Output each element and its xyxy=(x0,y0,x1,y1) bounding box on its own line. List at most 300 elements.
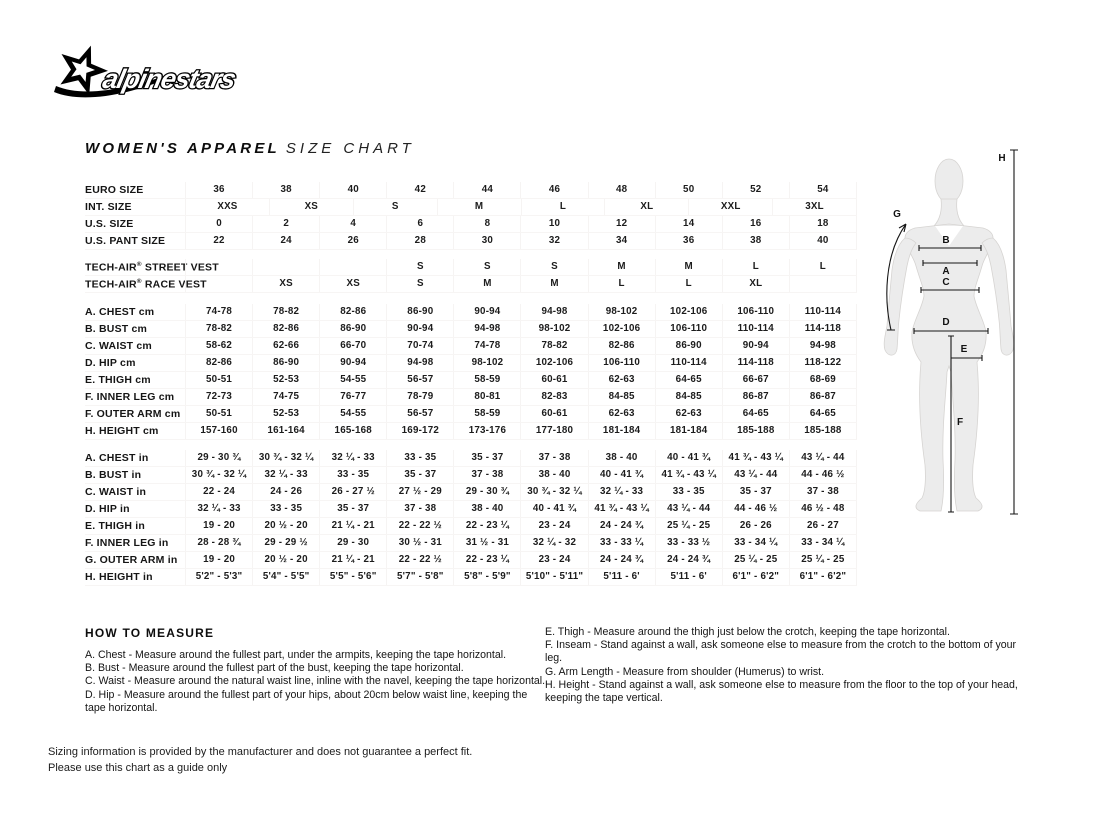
size-cell: 78-82 xyxy=(520,338,587,354)
size-cell: 84-85 xyxy=(655,389,722,405)
size-cell: 19 - 20 xyxy=(185,518,252,534)
size-cell: 38 xyxy=(722,233,789,249)
size-cell: 33 - 35 xyxy=(252,501,319,517)
row-cells xyxy=(185,406,857,422)
row-cells xyxy=(185,182,857,198)
size-cell: 35 - 37 xyxy=(319,501,386,517)
how-to-measure-list-right xyxy=(545,626,1023,705)
size-cell: 48 xyxy=(588,182,655,198)
size-cell: 5'7" - 5'8" xyxy=(386,569,453,585)
size-cell: 62-63 xyxy=(588,372,655,388)
table-row xyxy=(85,450,857,467)
size-cell: XL xyxy=(722,276,789,292)
figure-label-d: D xyxy=(942,317,950,328)
size-cell: 52-53 xyxy=(252,372,319,388)
size-cell: 24 - 26 xyxy=(252,484,319,500)
disclaimer-line-2: Please use this chart as a guide only xyxy=(48,761,228,774)
size-cell: 86-90 xyxy=(319,321,386,337)
size-cell: 40 - 41 ¾ xyxy=(588,467,655,483)
size-cell: XS xyxy=(252,276,319,292)
size-cell: 177-180 xyxy=(520,423,587,439)
row-cells xyxy=(185,450,857,466)
size-cell: 3XL xyxy=(772,199,856,215)
size-cell: 50-51 xyxy=(185,372,252,388)
size-cell: 24 - 24 ¾ xyxy=(588,518,655,534)
size-cell: 118-122 xyxy=(789,355,856,371)
size-cell: 30 ¾ - 32 ¼ xyxy=(252,450,319,466)
size-cell: M xyxy=(453,276,520,292)
size-cell: 27 ½ - 29 xyxy=(386,484,453,500)
size-cell: 60-61 xyxy=(520,406,587,422)
size-cell: 33 - 33 ¼ xyxy=(588,535,655,551)
size-cell: 37 - 38 xyxy=(386,501,453,517)
table-row xyxy=(85,535,857,552)
size-cell: 62-66 xyxy=(252,338,319,354)
size-cell: 28 xyxy=(386,233,453,249)
size-cell: 5'2" - 5'3" xyxy=(185,569,252,585)
size-cell: 12 xyxy=(588,216,655,232)
row-cells xyxy=(185,518,857,534)
size-cell: 4 xyxy=(319,216,386,232)
size-cell: 40 - 41 ¾ xyxy=(520,501,587,517)
table-row xyxy=(85,484,857,501)
size-cell: S xyxy=(353,199,437,215)
size-cell: 82-86 xyxy=(319,304,386,320)
size-cell: 5'8" - 5'9" xyxy=(453,569,520,585)
row-cells xyxy=(185,467,857,483)
figure-label-b: B xyxy=(942,235,950,246)
size-cell: 22 - 22 ½ xyxy=(386,518,453,534)
table-section xyxy=(85,304,857,440)
row-label: D. HIP cm xyxy=(85,357,136,369)
size-cell: 78-82 xyxy=(252,304,319,320)
size-cell: 21 ¼ - 21 xyxy=(319,552,386,568)
size-cell: 110-114 xyxy=(722,321,789,337)
size-cell: 161-164 xyxy=(252,423,319,439)
table-row xyxy=(85,304,857,321)
size-cell: M xyxy=(655,259,722,275)
size-cell: 32 xyxy=(520,233,587,249)
size-cell: 44 - 46 ½ xyxy=(722,501,789,517)
size-cell: 110-114 xyxy=(655,355,722,371)
table-section xyxy=(85,450,857,586)
size-cell: 90-94 xyxy=(386,321,453,337)
size-cell: 46 ½ - 48 xyxy=(789,501,856,517)
size-cell: 52 xyxy=(722,182,789,198)
row-label: E. THIGH in xyxy=(85,520,145,532)
size-cell: 33 - 35 xyxy=(319,467,386,483)
size-cell: 62-63 xyxy=(588,406,655,422)
row-cells xyxy=(185,389,857,405)
size-cell: 37 - 38 xyxy=(453,467,520,483)
table-row xyxy=(85,182,857,199)
size-cell: 82-86 xyxy=(588,338,655,354)
size-cell: 2 xyxy=(252,216,319,232)
size-cell: L xyxy=(655,276,722,292)
size-cell: 24 - 24 ¾ xyxy=(655,552,722,568)
size-cell: 94-98 xyxy=(453,321,520,337)
size-cell: 31 ½ - 31 xyxy=(453,535,520,551)
size-cell: L xyxy=(722,259,789,275)
row-label: G. OUTER ARM in xyxy=(85,554,178,566)
size-cell: 28 - 28 ¾ xyxy=(185,535,252,551)
size-cell xyxy=(319,259,386,275)
size-cell: 5'4" - 5'5" xyxy=(252,569,319,585)
table-row xyxy=(85,569,857,586)
row-cells xyxy=(185,423,857,439)
measure-instruction: E. Thigh - Measure around the thigh just below the crotch, keeping the tape horizontal. xyxy=(545,626,950,638)
size-cell: 41 ¾ - 43 ¼ xyxy=(722,450,789,466)
size-cell: 19 - 20 xyxy=(185,552,252,568)
size-cell: 86-90 xyxy=(252,355,319,371)
how-to-measure-title: HOW TO MEASURE xyxy=(85,626,215,640)
row-cells xyxy=(185,372,857,388)
size-cell: 86-90 xyxy=(386,304,453,320)
size-cell: 32 ¼ - 32 xyxy=(520,535,587,551)
size-cell: 23 - 24 xyxy=(520,518,587,534)
row-label: INT. SIZE xyxy=(85,201,132,213)
size-cell: 22 xyxy=(185,233,252,249)
size-cell: 20 ½ - 20 xyxy=(252,552,319,568)
size-cell: 66-67 xyxy=(722,372,789,388)
row-cells xyxy=(185,199,857,215)
table-row xyxy=(85,233,857,250)
row-label: F. INNER LEG cm xyxy=(85,391,175,403)
size-cell: XXS xyxy=(185,199,269,215)
size-cell: 29 - 29 ½ xyxy=(252,535,319,551)
size-cell: L xyxy=(588,276,655,292)
figure-label-h: H xyxy=(998,153,1006,164)
size-cell: 52-53 xyxy=(252,406,319,422)
size-cell: 94-98 xyxy=(520,304,587,320)
logo-wordmark: alpinestars xyxy=(100,63,239,94)
size-cell: 62-63 xyxy=(655,406,722,422)
size-cell: 68-69 xyxy=(789,372,856,388)
row-label: TECH-AIR® RACE VEST xyxy=(85,277,207,291)
table-row xyxy=(85,552,857,569)
size-cell: 114-118 xyxy=(722,355,789,371)
size-cell: 10 xyxy=(520,216,587,232)
row-label: A. CHEST in xyxy=(85,452,149,464)
size-cell xyxy=(252,259,319,275)
size-cell: 102-106 xyxy=(655,304,722,320)
size-cell: 82-83 xyxy=(520,389,587,405)
size-cell: 35 - 37 xyxy=(722,484,789,500)
table-row xyxy=(85,338,857,355)
size-cell xyxy=(185,259,252,275)
size-cell: 36 xyxy=(185,182,252,198)
row-label: B. BUST cm xyxy=(85,323,148,335)
size-cell: 32 ¼ - 33 xyxy=(185,501,252,517)
size-cell: 40 xyxy=(789,233,856,249)
how-to-measure-list-left xyxy=(85,649,547,715)
measure-instruction: G. Arm Length - Measure from shoulder (Humerus) to wrist. xyxy=(545,665,825,678)
row-cells xyxy=(185,552,857,568)
row-label: U.S. SIZE xyxy=(85,218,134,230)
size-cell: 66-70 xyxy=(319,338,386,354)
size-cell: 157-160 xyxy=(185,423,252,439)
size-cell: 6'1" - 6'2" xyxy=(722,569,789,585)
size-cell: 43 ¼ - 44 xyxy=(789,450,856,466)
size-cell: 42 xyxy=(386,182,453,198)
size-cell: 74-78 xyxy=(185,304,252,320)
row-label: F. OUTER ARM cm xyxy=(85,408,181,420)
size-cell: L xyxy=(521,199,605,215)
size-cell: M xyxy=(588,259,655,275)
disclaimer-line-1: Sizing information is provided by the manufacturer and does not guarantee a perfect fit. xyxy=(48,746,473,758)
row-label: B. BUST in xyxy=(85,469,142,481)
size-cell xyxy=(789,276,856,292)
size-cell: 43 ¼ - 44 xyxy=(722,467,789,483)
row-cells xyxy=(185,501,857,517)
size-cell: 44 - 46 ½ xyxy=(789,467,856,483)
size-cell: 110-114 xyxy=(789,304,856,320)
size-cell: XS xyxy=(269,199,353,215)
table-row xyxy=(85,259,857,276)
how-to-measure-right xyxy=(545,626,1023,705)
size-cell: 58-59 xyxy=(453,372,520,388)
row-label: U.S. PANT SIZE xyxy=(85,235,166,247)
table-row xyxy=(85,501,857,518)
size-cell: 30 ¾ - 32 ¼ xyxy=(520,484,587,500)
size-cell: 25 ¼ - 25 xyxy=(789,552,856,568)
size-cell: 26 - 27 xyxy=(789,518,856,534)
body-measurement-figure xyxy=(868,128,1096,560)
size-cell: 76-77 xyxy=(319,389,386,405)
size-cell: 181-184 xyxy=(655,423,722,439)
row-cells xyxy=(185,304,857,320)
size-cell: 35 - 37 xyxy=(453,450,520,466)
size-cell: 90-94 xyxy=(722,338,789,354)
size-cell: 25 ¼ - 25 xyxy=(722,552,789,568)
size-cell: 32 ¼ - 33 xyxy=(252,467,319,483)
figure-label-f: F xyxy=(956,417,964,428)
size-cell: S xyxy=(453,259,520,275)
size-cell: 185-188 xyxy=(789,423,856,439)
size-cell: 54-55 xyxy=(319,406,386,422)
size-cell: 74-75 xyxy=(252,389,319,405)
table-row xyxy=(85,518,857,535)
figure-label-g: G xyxy=(893,209,901,220)
size-cell: XXL xyxy=(688,199,772,215)
table-row xyxy=(85,389,857,406)
size-cell: 40 - 41 ¾ xyxy=(655,450,722,466)
size-cell: 5'10" - 5'11" xyxy=(520,569,587,585)
size-cell: 86-90 xyxy=(655,338,722,354)
size-cell: 22 - 22 ½ xyxy=(386,552,453,568)
size-cell: 18 xyxy=(789,216,856,232)
row-label: H. HEIGHT in xyxy=(85,571,153,583)
size-cell: 60-61 xyxy=(520,372,587,388)
size-cell: 32 ¼ - 33 xyxy=(319,450,386,466)
size-cell: 64-65 xyxy=(789,406,856,422)
size-cell: 44 xyxy=(453,182,520,198)
size-cell: 33 - 34 ¼ xyxy=(722,535,789,551)
size-cell: 78-79 xyxy=(386,389,453,405)
measure-instruction: B. Bust - Measure around the fullest part of the bust, keeping the tape horizontal. xyxy=(85,662,464,675)
size-cell: 64-65 xyxy=(722,406,789,422)
size-cell: 30 xyxy=(453,233,520,249)
size-cell: 74-78 xyxy=(453,338,520,354)
size-cell: 32 ¼ - 33 xyxy=(588,484,655,500)
size-cell: 50-51 xyxy=(185,406,252,422)
row-cells xyxy=(185,276,857,292)
size-cell: 98-102 xyxy=(520,321,587,337)
size-cell: M xyxy=(437,199,521,215)
row-cells xyxy=(185,259,857,275)
row-cells xyxy=(185,535,857,551)
size-cell: 29 - 30 ¾ xyxy=(453,484,520,500)
table-row xyxy=(85,276,857,293)
size-cell: 50 xyxy=(655,182,722,198)
size-cell: 185-188 xyxy=(722,423,789,439)
size-cell: 33 - 34 ¼ xyxy=(789,535,856,551)
alpinestars-logo xyxy=(52,38,262,110)
size-cell: M xyxy=(520,276,587,292)
row-label: C. WAIST in xyxy=(85,486,147,498)
size-cell: 38 - 40 xyxy=(588,450,655,466)
figure-label-a: A xyxy=(942,266,950,277)
row-label: TECH-AIR® STREET VEST xyxy=(85,260,219,274)
figure-label-e: E xyxy=(960,344,968,355)
figure-label-c: C xyxy=(942,277,950,288)
size-cell: 38 xyxy=(252,182,319,198)
size-cell: 181-184 xyxy=(588,423,655,439)
table-row xyxy=(85,423,857,440)
size-cell: 106-110 xyxy=(588,355,655,371)
measure-instruction: H. Height - Stand against a wall, ask someone else to measure from the floor to the top of your head, keeping the tape vertical. xyxy=(545,678,1018,705)
size-cell: 58-59 xyxy=(453,406,520,422)
table-row xyxy=(85,467,857,484)
size-cell: 54 xyxy=(789,182,856,198)
size-cell: 106-110 xyxy=(655,321,722,337)
size-cell: 165-168 xyxy=(319,423,386,439)
size-cell: L xyxy=(789,259,856,275)
table-row xyxy=(85,216,857,233)
size-cell: 22 - 24 xyxy=(185,484,252,500)
size-cell: 8 xyxy=(453,216,520,232)
row-cells xyxy=(185,216,857,232)
size-cell: 58-62 xyxy=(185,338,252,354)
size-cell: 22 - 23 ¼ xyxy=(453,518,520,534)
size-cell: 5'11 - 6' xyxy=(588,569,655,585)
size-cell: 94-98 xyxy=(789,338,856,354)
size-cell: 25 ¼ - 25 xyxy=(655,518,722,534)
size-cell: 173-176 xyxy=(453,423,520,439)
row-label: D. HIP in xyxy=(85,503,130,515)
size-cell: 56-57 xyxy=(386,406,453,422)
page-title-sub: SIZE CHART xyxy=(285,140,415,157)
size-cell: 102-106 xyxy=(588,321,655,337)
size-cell: 78-82 xyxy=(185,321,252,337)
size-cell xyxy=(185,276,252,292)
size-cell: 38 - 40 xyxy=(453,501,520,517)
size-cell: 6'1" - 6'2" xyxy=(789,569,856,585)
size-cell: 14 xyxy=(655,216,722,232)
row-cells xyxy=(185,338,857,354)
size-cell: 35 - 37 xyxy=(386,467,453,483)
size-cell: S xyxy=(386,259,453,275)
size-cell: 94-98 xyxy=(386,355,453,371)
disclaimer xyxy=(48,745,472,776)
size-cell: 30 ½ - 31 xyxy=(386,535,453,551)
size-cell: 102-106 xyxy=(520,355,587,371)
size-cell: 46 xyxy=(520,182,587,198)
size-cell: 33 - 35 xyxy=(386,450,453,466)
size-cell: 70-74 xyxy=(386,338,453,354)
measure-instruction: F. Inseam - Stand against a wall, ask someone else to measure from the crotch to the bottom of your leg. xyxy=(545,639,1017,665)
size-cell: 20 ½ - 20 xyxy=(252,518,319,534)
measure-instruction: C. Waist - Measure around the natural waist line, inline with the navel, keeping the tape horizontal. xyxy=(85,675,546,688)
table-row xyxy=(85,321,857,338)
row-cells xyxy=(185,484,857,500)
size-cell: 43 ¼ - 44 xyxy=(655,501,722,517)
row-label: EURO SIZE xyxy=(85,184,144,196)
row-label: E. THIGH cm xyxy=(85,374,151,386)
size-cell: 98-102 xyxy=(588,304,655,320)
size-cell: 40 xyxy=(319,182,386,198)
size-cell: 114-118 xyxy=(789,321,856,337)
size-cell: XS xyxy=(319,276,386,292)
size-cell: S xyxy=(386,276,453,292)
size-cell: 86-87 xyxy=(722,389,789,405)
size-cell: 26 xyxy=(319,233,386,249)
table-row xyxy=(85,355,857,372)
size-cell: 38 - 40 xyxy=(520,467,587,483)
size-cell: 21 ¼ - 21 xyxy=(319,518,386,534)
size-cell: 5'11 - 6' xyxy=(655,569,722,585)
size-cell: 54-55 xyxy=(319,372,386,388)
size-cell: 64-65 xyxy=(655,372,722,388)
size-cell: 98-102 xyxy=(453,355,520,371)
measure-instruction: D. Hip - Measure around the fullest part of your hips, about 20cm below waist line, keeping the tape horizontal. xyxy=(85,688,528,714)
row-cells xyxy=(185,355,857,371)
size-cell: 24 xyxy=(252,233,319,249)
table-section xyxy=(85,259,857,293)
size-cell: 41 ¾ - 43 ¼ xyxy=(655,467,722,483)
row-cells xyxy=(185,321,857,337)
size-table xyxy=(85,182,857,586)
size-cell: 56-57 xyxy=(386,372,453,388)
size-cell: 80-81 xyxy=(453,389,520,405)
size-cell: 26 - 26 xyxy=(722,518,789,534)
how-to-measure-left xyxy=(85,626,547,715)
size-cell: 30 ¾ - 32 ¼ xyxy=(185,467,252,483)
table-row xyxy=(85,199,857,216)
size-cell: 5'5" - 5'6" xyxy=(319,569,386,585)
size-cell: 33 - 33 ½ xyxy=(655,535,722,551)
table-section xyxy=(85,182,857,250)
size-cell: 16 xyxy=(722,216,789,232)
page-title-main: WOMEN'S APPAREL xyxy=(85,140,280,157)
size-cell: S xyxy=(520,259,587,275)
size-cell: 37 - 38 xyxy=(520,450,587,466)
page-title xyxy=(85,140,415,158)
size-cell: 41 ¾ - 43 ¼ xyxy=(588,501,655,517)
female-silhouette xyxy=(884,159,1014,511)
size-cell: 82-86 xyxy=(185,355,252,371)
row-cells xyxy=(185,569,857,585)
row-label: F. INNER LEG in xyxy=(85,537,169,549)
size-cell: 26 - 27 ½ xyxy=(319,484,386,500)
size-cell: 34 xyxy=(588,233,655,249)
size-cell: 22 - 23 ¼ xyxy=(453,552,520,568)
size-cell: 90-94 xyxy=(319,355,386,371)
size-cell: XL xyxy=(604,199,688,215)
size-cell: 90-94 xyxy=(453,304,520,320)
row-label: A. CHEST cm xyxy=(85,306,155,318)
size-cell: 0 xyxy=(185,216,252,232)
